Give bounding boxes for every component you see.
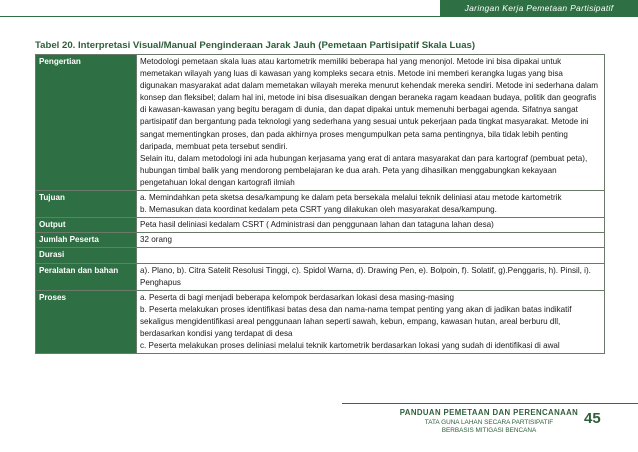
page-number: 45 [584, 410, 601, 427]
row-label: Durasi [36, 248, 137, 263]
top-header-bar [0, 0, 638, 17]
row-paragraph: b. Memasukan data koordinat kedalam peta CSRT yang dilakukan oleh masyarakat desa/kampung. [140, 205, 497, 215]
row-content [137, 55, 605, 191]
methodology-table [35, 54, 605, 354]
table-row [36, 290, 605, 353]
table-row [36, 218, 605, 233]
row-content [137, 233, 605, 248]
row-paragraph: Metodologi pemetaan skala luas atau kartometrik memiliki beberapa hal yang menonjol. Metode ini bisa dipakai untuk memetakan wilayah yang luas di kawasan yang kompleks secara etnis. Metode ini memberi kerangka lugas yang bisa digunakan masyarakat adat dalam memetakan wilayah mereka menurut kehendak mereka sendiri. Metode ini sederhana dalam konsep dan fleksibel; dalam hal ini, metode ini bisa disesuaikan dengan beraneka ragam keadaan budaya, politik dan geografis di kawasan-kawasan yang begitu beragam di dunia, dan dapat dipakai untuk memenuhi berbagai agenda. Sifatnya sangat partisipatif dan bergantung pada teknologi yang sederhana yang sesuai untuk pekerjaan pada tingkat masyarakat. Metode ini sangat mementingkan proses, dan pada akhirnya proses mengumpulkan peta sama pentingnya, bila tidak lebih penting daripada, membuat peta tersebut sendiri. [140, 57, 598, 151]
table-row [36, 263, 605, 290]
row-paragraph: Selain itu, dalam metodologi ini ada hubungan kerjasama yang erat di antara masyarakat dan para kartograf (pembuat peta), hubungan timbal balik yang mendorong pembelajaran ke dua arah. Peta yang dihasilkan menggabungkan kekayaan pengetahuan lokal dengan kartografi ilmiah [140, 153, 588, 187]
row-paragraph: a. Memindahkan peta sketsa desa/kampung ke dalam peta bersekala melalui teknik deliniasi atau metode kartometrik [140, 193, 562, 203]
footer-line-1: PANDUAN PEMETAAN DAN PERENCANAAN [399, 408, 579, 417]
footer-line-3: BERBASIS MITIGASI BENCANA [441, 427, 537, 434]
row-label: Pengertian [36, 55, 137, 191]
row-content [137, 263, 605, 290]
row-label: Peralatan dan bahan [36, 263, 137, 290]
row-label: Jumlah Peserta [36, 233, 137, 248]
row-label: Proses [36, 290, 137, 353]
footer-rule [342, 403, 638, 404]
table-row [36, 55, 605, 191]
row-paragraph: Peta hasil deliniasi kedalam CSRT ( Administrasi dan penggunaan lahan dan tataguna lahan desa) [140, 220, 494, 230]
row-content [137, 218, 605, 233]
footer [394, 408, 584, 434]
row-content [137, 248, 605, 263]
row-content [137, 290, 605, 353]
running-title: Jaringan Kerja Pemetaan Partisipatif [440, 0, 638, 17]
table-title: Tabel 20. Interpretasi Visual/Manual Penginderaan Jarak Jauh (Pemetaan Partisipatif Skala Luas) [35, 40, 476, 51]
row-paragraph: c. Peserta melakukan proses deliniasi melalui teknik kartometrik berdasarkan lokasi yang sudah di identifikasi di awal [140, 341, 560, 351]
row-paragraph: a. Peserta di bagi menjadi beberapa kelompok berdasarkan lokasi desa masing-masing [140, 292, 455, 302]
row-paragraph: a). Plano, b). Citra Satelit Resolusi Tinggi, c). Spidol Warna, d). Drawing Pen, e). Bolpoin, f). Solatif, g).Penggaris, h). Pinsil, i). Penghapus [140, 265, 591, 287]
row-paragraph: b. Peserta melakukan proses identifikasi batas desa dan nama-nama tempat penting yang akan di jadikan batas indikatif sekaligus mengidentifikasi areal penggunaan lahan seperti sawah, kebun, empang, kawasan hutan, areal berburu dll, berdasarkan kondisi yang terdapat di desa [140, 304, 572, 338]
table-row [36, 233, 605, 248]
row-label: Tujuan [36, 191, 137, 218]
row-paragraph: 32 orang [140, 235, 172, 245]
footer-line-2: TATA GUNA LAHAN SECARA PARTISIPATIF [424, 419, 554, 426]
row-paragraph [140, 249, 601, 261]
table-row [36, 191, 605, 218]
row-content [137, 191, 605, 218]
row-label: Output [36, 218, 137, 233]
table-row [36, 248, 605, 263]
